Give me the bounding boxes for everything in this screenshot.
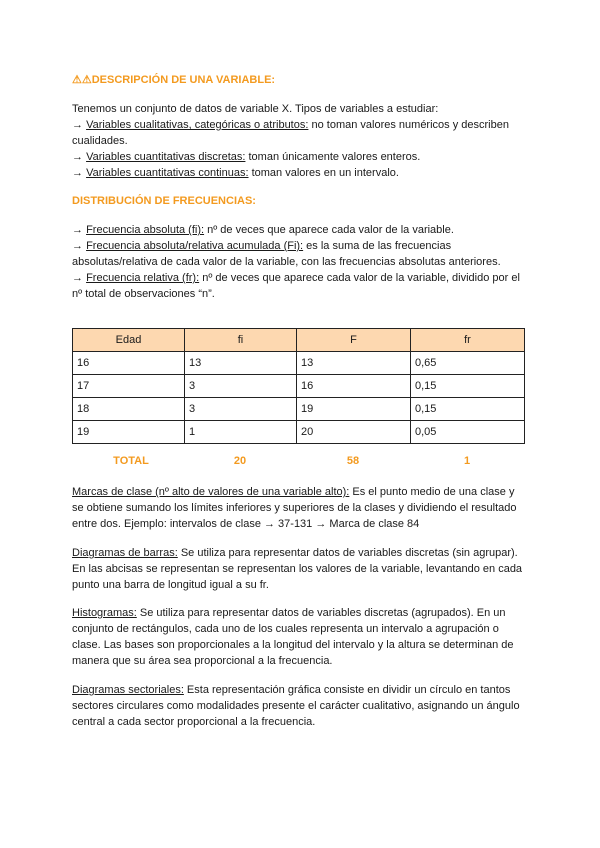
list-item: → Frecuencia absoluta/relativa acumulada (Fi): es la suma de las frecuencias <box>72 240 452 252</box>
paragraph-term: Diagramas sectoriales: <box>72 684 184 696</box>
arrow-icon: → <box>72 240 83 252</box>
table-row <box>73 375 525 398</box>
table-cell: 1 <box>185 421 297 444</box>
totals-row <box>72 455 524 469</box>
paragraph-term: Marcas de clase (nº alto de valores de una variable alto): <box>72 486 350 498</box>
intro-line: Tenemos un conjunto de datos de variable X. Tipos de variables a estudiar: <box>72 103 439 115</box>
table-cell: 0,15 <box>411 398 525 421</box>
arrow-icon: → <box>72 151 83 163</box>
section-heading-distribucion: DISTRIBUCIÓN DE FRECUENCIAS: <box>72 195 256 207</box>
table-cell: 16 <box>73 352 185 375</box>
paragraph-diagramas-de-barras: Diagramas de barras: Se utiliza para representar datos de variables discretas (sin agrupar). En las abcisas se representan se representan los valores de la variable, levantando en cada punto una barra de longitud igual a su fr. <box>72 547 523 591</box>
table-cell: 17 <box>73 375 185 398</box>
total-f: 58 <box>346 455 360 467</box>
table-cell: 20 <box>297 421 411 444</box>
column-header-f: F <box>297 329 411 352</box>
section-heading-descripcion: ⚠⚠DESCRIPCIÓN DE UNA VARIABLE: <box>72 74 276 86</box>
table-cell: 19 <box>73 421 185 444</box>
column-header-fi: fi <box>185 329 297 352</box>
total-label: TOTAL <box>113 455 149 467</box>
frequency-table <box>72 328 525 444</box>
list-item: → Variables cuantitativas discretas: toman únicamente valores enteros. <box>72 151 421 163</box>
list-item-continuation: absolutas/relativa de cada valor de la variable, con las frecuencias absolutas anteriores. <box>72 256 501 268</box>
list-item-continuation: cualidades. <box>72 135 128 147</box>
list-item: → Frecuencia absoluta (fi): nº de veces que aparece cada valor de la variable. <box>72 224 454 236</box>
arrow-icon: → <box>72 119 83 131</box>
list-item: → Frecuencia relativa (fr): nº de veces que aparece cada valor de la variable, dividido por el <box>72 272 520 284</box>
table-cell: 13 <box>185 352 297 375</box>
paragraph-term: Histogramas: <box>72 607 137 619</box>
total-fr: 1 <box>463 455 471 467</box>
table-cell: 3 <box>185 375 297 398</box>
list-item: → Variables cualitativas, categóricas o atributos: no toman valores numéricos y describen <box>72 119 509 131</box>
table-cell: 0,15 <box>411 375 525 398</box>
paragraph-diagramas-sectoriales: Diagramas sectoriales: Esta representación gráfica consiste en dividir un círculo en tantos sectores circulares como modalidades presente el carácter cualitativo, asignando un ángulo central a cada sector proporcional a la frecuencia. <box>72 684 520 728</box>
total-fi: 20 <box>233 455 247 467</box>
warning-icon: ⚠⚠ <box>72 74 92 86</box>
arrow-icon: → <box>72 224 83 236</box>
list-item: → Variables cuantitativas continuas: toman valores en un intervalo. <box>72 167 399 179</box>
paragraph-histogramas: Histogramas: Se utiliza para representar datos de variables discretas (agrupados). En un conjunto de rectángulos, cada uno de los cuales representa un intervalo a agrupación o clase. Las bases son proporcionales a la longitud del intervalo y la altura se determinan de manera que su área sea proporcional a la frecuencia. <box>72 607 514 667</box>
list-item-continuation: nº total de observaciones “n”. <box>72 288 215 300</box>
table-cell: 18 <box>73 398 185 421</box>
table-row <box>73 421 525 444</box>
table-row <box>73 352 525 375</box>
table-cell: 0,65 <box>411 352 525 375</box>
table-cell: 13 <box>297 352 411 375</box>
column-header-edad: Edad <box>73 329 185 352</box>
frequencies-block <box>72 222 532 302</box>
table-cell: 0,05 <box>411 421 525 444</box>
table-header-row <box>73 329 525 352</box>
table-row <box>73 398 525 421</box>
column-header-fr: fr <box>411 329 525 352</box>
paragraph-term: Diagramas de barras: <box>72 547 178 559</box>
table-cell: 16 <box>297 375 411 398</box>
table-cell: 19 <box>297 398 411 421</box>
arrow-icon: → <box>72 167 83 179</box>
variables-block <box>72 101 532 181</box>
arrow-icon: → <box>72 272 83 284</box>
table-cell: 3 <box>185 398 297 421</box>
paragraph-marcas-de-clase: Marcas de clase (nº alto de valores de una variable alto): Es el punto medio de una clase y se obtiene sumando los límites inferiores y superiores de la clases y dividiendo el resultado entre dos. Ejemplo: intervalos de clase → 37-131 → Marca de clase 84 <box>72 486 517 530</box>
